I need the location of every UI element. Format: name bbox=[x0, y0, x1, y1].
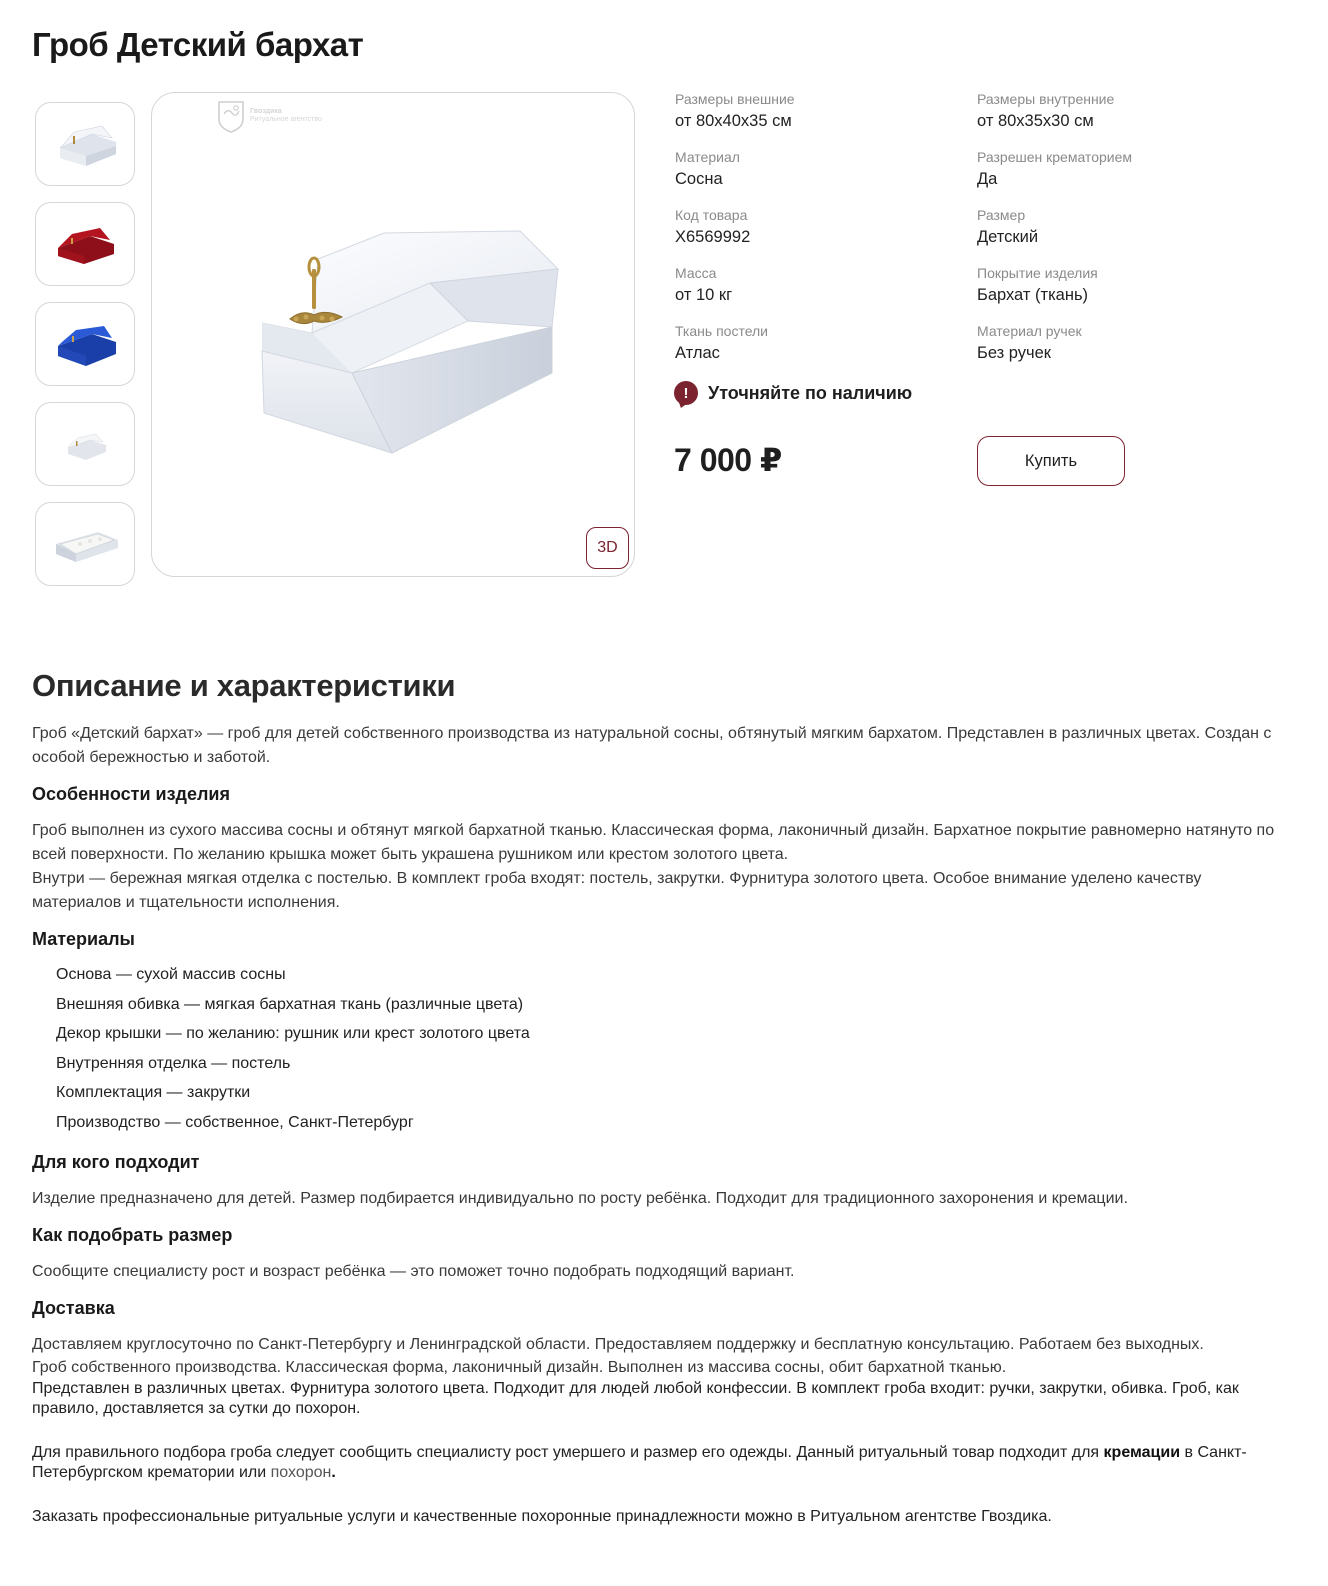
availability-notice bbox=[674, 381, 912, 405]
spec-item bbox=[977, 90, 1279, 133]
watermark-logo bbox=[216, 99, 322, 133]
spec-label: Код товара bbox=[675, 207, 748, 223]
coffin-photo bbox=[252, 223, 562, 473]
spec-label: Масса bbox=[675, 265, 717, 281]
spec-label: Материал bbox=[675, 149, 740, 165]
spec-label: Покрытие изделия bbox=[977, 265, 1098, 281]
availability-text: Уточняйте по наличию bbox=[708, 382, 913, 403]
extra-text: в Санкт-Петербургском крематории или bbox=[32, 1443, 1247, 1481]
audience-text: Изделие предназначено для детей. Размер подбирается индивидуально по росту ребёнка. Подходит для традиционного захоронения и кремации. bbox=[32, 1189, 1128, 1207]
thumbnail-white-small[interactable] bbox=[35, 402, 135, 486]
size-text: Сообщите специалисту рост и возраст ребёнка — это поможет точно подобрать подходящий вариант. bbox=[32, 1262, 795, 1280]
spec-label: Размеры внутренние bbox=[977, 91, 1115, 107]
list-item: Комплектация — закрутки bbox=[56, 1084, 251, 1102]
spec-value: X6569992 bbox=[675, 228, 751, 246]
features-paragraph: Внутри — бережная мягкая отделка с постелью. В комплект гроба входят: постель, закрутки. Фурнитура золотого цвета. Особое внимание уделено качеству материалов и тщательности исполнения. bbox=[32, 870, 1202, 911]
view-3d-button[interactable]: 3D bbox=[586, 527, 629, 569]
extra-paragraph: Гроб собственного производства. Классическая форма, лаконичный дизайн. Выполнен из массива сосны, обит бархатной тканью. bbox=[32, 1358, 1007, 1376]
spec-label: Ткань постели bbox=[675, 323, 769, 339]
thumbnail-list bbox=[35, 102, 135, 602]
page-title: Гроб Детский бархат bbox=[32, 26, 364, 63]
spec-item bbox=[675, 90, 977, 133]
features-heading: Особенности изделия bbox=[32, 784, 230, 804]
coffin-thumbnail-image bbox=[46, 414, 124, 474]
spec-value: от 10 кг bbox=[675, 286, 733, 304]
spec-value: Да bbox=[977, 170, 998, 188]
logo-name: Гвоздика bbox=[250, 108, 282, 115]
spec-item bbox=[675, 206, 977, 249]
list-item: Внешняя обивка — мягкая бархатная ткань (различные цвета) bbox=[56, 995, 524, 1013]
description-heading: Описание и характеристики bbox=[32, 668, 456, 703]
spec-value: Без ручек bbox=[977, 344, 1052, 362]
spec-label: Размер bbox=[977, 207, 1026, 223]
extra-period: . bbox=[331, 1463, 336, 1481]
main-product-image[interactable] bbox=[151, 92, 635, 577]
shield-logo-icon bbox=[216, 99, 246, 133]
list-item: Внутренняя отделка — постель bbox=[56, 1054, 291, 1072]
extra-text: Для правильного подбора гроба следует сообщить специалисту рост умершего и размер его одежды. Данный ритуальный товар подходит для bbox=[32, 1443, 1104, 1461]
spec-item bbox=[675, 148, 977, 191]
spec-item bbox=[977, 264, 1279, 307]
coffin-thumbnail-image bbox=[46, 514, 124, 574]
funeral-link[interactable]: похорон bbox=[270, 1463, 332, 1481]
delivery-text: Доставляем круглосуточно по Санкт-Петербургу и Ленинградской области. Предоставляем поддержку и бесплатную консультацию. Работаем без выходных. bbox=[32, 1335, 1204, 1353]
coffin-thumbnail-image bbox=[46, 214, 124, 274]
logo-subtitle: Ритуальное агентство bbox=[250, 116, 322, 123]
spec-value: Атлас bbox=[675, 344, 720, 362]
specs-grid bbox=[675, 90, 1295, 365]
spec-value: от 80х40х35 см bbox=[675, 112, 792, 130]
list-item: Декор крышки — по желанию: рушник или крест золотого цвета bbox=[56, 1025, 530, 1043]
spec-item bbox=[977, 322, 1279, 365]
spec-item bbox=[675, 264, 977, 307]
exclamation-icon: ! bbox=[674, 381, 698, 405]
cremation-bold: кремации bbox=[1103, 1443, 1181, 1461]
spec-value: Сосна bbox=[675, 170, 723, 188]
delivery-heading: Доставка bbox=[32, 1297, 115, 1318]
spec-value: Бархат (ткань) bbox=[977, 286, 1089, 304]
list-item: Производство — собственное, Санкт-Петербург bbox=[56, 1113, 414, 1131]
coffin-thumbnail-image bbox=[46, 314, 124, 374]
features-paragraph: Гроб выполнен из сухого массива сосны и обтянут мягкой бархатной тканью. Классическая форма, лаконичный дизайн. Бархатное покрытие равномерно натянуто по всей поверхности. По желанию крышка может быть украшена рушником или крестом золотого цвета. bbox=[32, 822, 1275, 863]
list-item: Основа — сухой массив сосны bbox=[56, 966, 286, 983]
spec-value: Детский bbox=[977, 228, 1039, 246]
thumbnail-white[interactable] bbox=[35, 102, 135, 186]
description-intro: Гроб «Детский бархат» — гроб для детей собственного производства из натуральной сосны, обтянутый мягким бархатом. Представлен в различных цветах. Создан с особой бережностью и заботой. bbox=[32, 725, 1272, 766]
materials-list bbox=[32, 960, 1292, 1138]
thumbnail-blue[interactable] bbox=[35, 302, 135, 386]
spec-label: Размеры внешние bbox=[675, 91, 795, 107]
buy-button[interactable]: Купить bbox=[977, 436, 1125, 486]
extra-paragraph: Представлен в различных цветах. Фурнитура золотого цвета. Подходит для людей любой конфессии. В комплект гроба входит: ручки, закрутки, обивка. Гроб, как правило, доставляется за сутки до похорон. bbox=[32, 1379, 1239, 1417]
spec-value: от 80х35х30 см bbox=[977, 112, 1094, 130]
spec-item bbox=[977, 148, 1279, 191]
product-price: 7 000 ₽ bbox=[674, 442, 782, 478]
spec-label: Материал ручек bbox=[977, 323, 1082, 339]
spec-item bbox=[977, 206, 1279, 249]
extra-paragraph-cremation bbox=[32, 1443, 1292, 1483]
thumbnail-red[interactable] bbox=[35, 202, 135, 286]
materials-heading: Материалы bbox=[32, 929, 135, 949]
coffin-thumbnail-image bbox=[46, 114, 124, 174]
spec-label: Разрешен крематорием bbox=[977, 149, 1132, 165]
size-heading: Как подобрать размер bbox=[32, 1224, 233, 1245]
description-section bbox=[32, 668, 1292, 1527]
thumbnail-open-interior[interactable] bbox=[35, 502, 135, 586]
spec-item bbox=[675, 322, 977, 365]
audience-heading: Для кого подходит bbox=[32, 1151, 200, 1172]
extra-paragraph: Заказать профессиональные ритуальные услуги и качественные похоронные принадлежности можно в Ритуальном агентстве Гвоздика. bbox=[32, 1507, 1052, 1525]
